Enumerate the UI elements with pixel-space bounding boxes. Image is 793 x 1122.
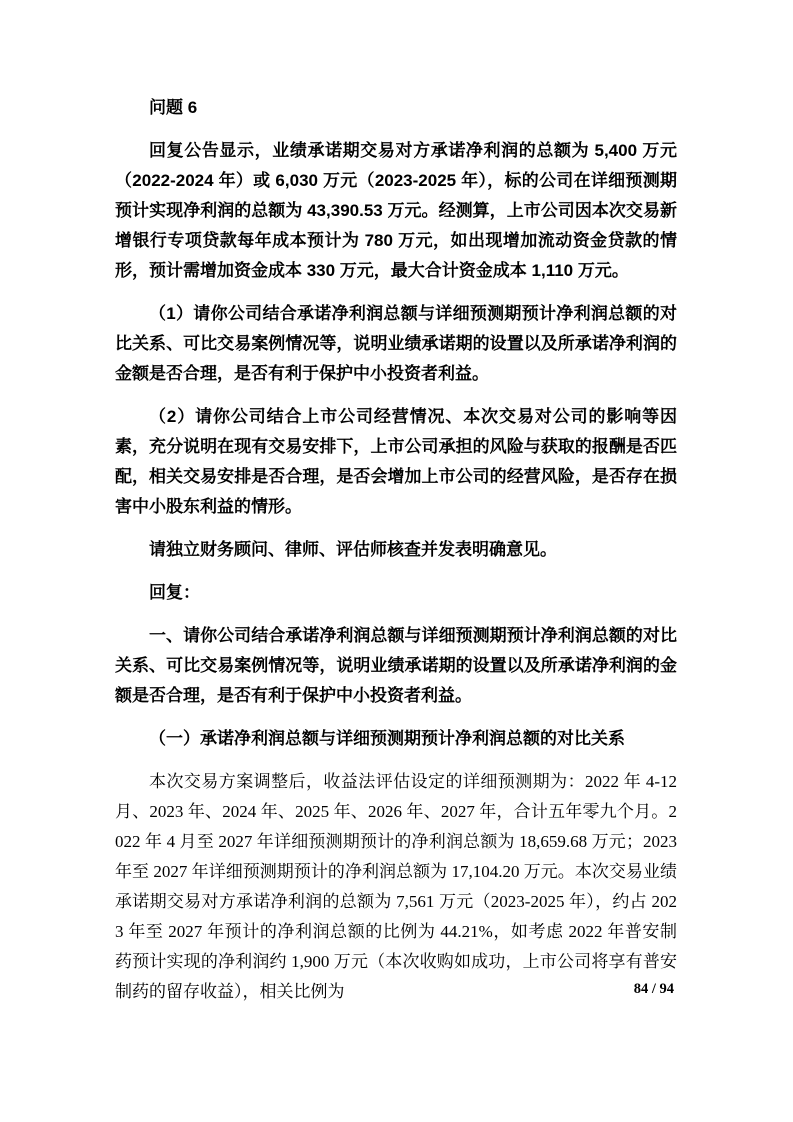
paragraph-overview: 回复公告显示，业绩承诺期交易对方承诺净利润的总额为 5,400 万元（2022-2024 年）或 6,030 万元（2023-2025 年），标的公司在详细预测期预计实现净利润的总额为 43,390.53 万元。经测算，上市公司因本次交易新增银行专项贷款每年成本预计为 780 万元，如出现增加流动资金贷款的情形，预计需增加资金成本 330 万元，最大合计资金成本 1,110 万元。 xyxy=(115,141,677,280)
paragraph-verification-request: 请独立财务顾问、律师、评估师核查并发表明确意见。 xyxy=(149,540,557,559)
paragraph-question-1: （1）请你公司结合承诺净利润总额与详细预测期预计净利润总额的对比关系、可比交易案例情况等，说明业绩承诺期的设置以及所承诺净利润的金额是否合理，是否有利于保护中小投资者利益。 xyxy=(115,304,677,383)
reply-label: 回复： xyxy=(149,583,200,602)
subsection-heading-1-1: （一）承诺净利润总额与详细预测期预计净利润总额的对比关系 xyxy=(149,729,625,748)
paragraph-reply-body: 本次交易方案调整后，收益法评估设定的详细预测期为：2022 年 4-12 月、2023 年、2024 年、2025 年、2026 年、2027 年，合计五年零九个月。2022 年 4 月至 2027 年详细预测期预计的净利润总额为 18,659.68 万元；2023 年至 2027 年详细预测期预计的净利润总额为 17,104.20 万元。本次交易业绩承诺期交易对方承诺净利润的总额为 7,561 万元（2023-2025 年），约占 2023 年至 2027 年预计的净利润总额的比例为 44.21%，如考虑 2022 年普安制药预计实现的净利润约 1,900 万元（本次收购如成功，上市公司将享有普安制药的留存收益），相关比例为 xyxy=(115,772,677,1001)
page-number: 84 / 94 xyxy=(633,981,674,997)
paragraph-question-2: （2）请你公司结合上市公司经营情况、本次交易对公司的影响等因素，充分说明在现有交易安排下，上市公司承担的风险与获取的报酬是否匹配，相关交易安排是否合理，是否会增加上市公司的经营风险，是否存在损害中小股东利益的情形。 xyxy=(115,407,677,516)
question-number-heading: 问题 6 xyxy=(149,98,198,117)
section-heading-1: 一、请你公司结合承诺净利润总额与详细预测期预计净利润总额的对比关系、可比交易案例情况等，说明业绩承诺期的设置以及所承诺净利润的金额是否合理，是否有利于保护中小投资者利益。 xyxy=(115,626,677,705)
document-content xyxy=(115,93,677,1007)
